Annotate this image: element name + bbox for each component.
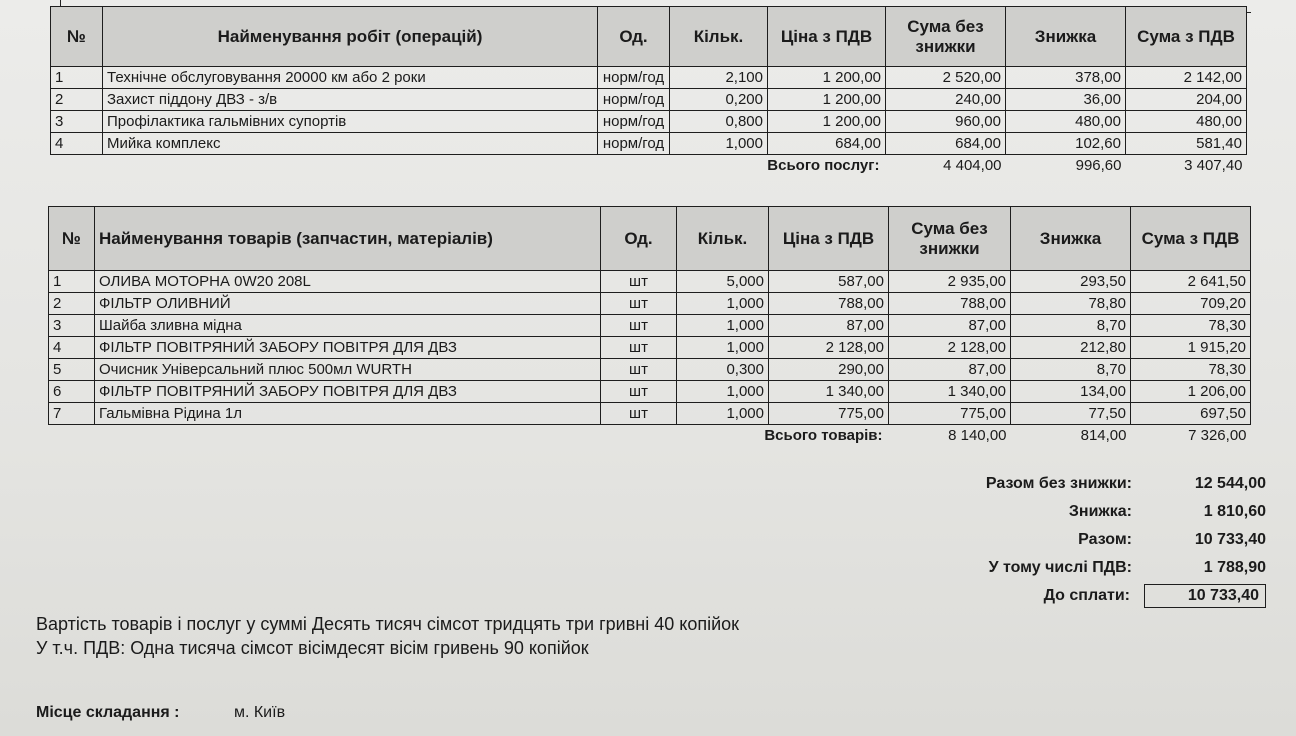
goods-col-discount: Знижка — [1011, 207, 1131, 271]
row-name: Захист піддону ДВЗ - з/в — [103, 89, 598, 111]
amount-words-line: Вартість товарів і послуг у суммі Десять тисяч сімсот тридцять три гривні 40 копійок — [36, 614, 740, 634]
place-city: м. Київ — [233, 704, 286, 721]
row-price: 1 200,00 — [768, 67, 886, 89]
services-table — [50, 6, 1247, 176]
row-qty: 1,000 — [670, 133, 768, 155]
row-sum: 2 520,00 — [886, 67, 1006, 89]
row-sum: 87,00 — [889, 359, 1011, 381]
row-unit: шт — [601, 403, 677, 425]
services-col-price: Ціна з ПДВ — [768, 7, 886, 67]
services-col-no: № — [51, 7, 103, 67]
row-no: 3 — [51, 111, 103, 133]
amount-in-words — [36, 612, 739, 660]
services-col-total: Сума з ПДВ — [1126, 7, 1247, 67]
row-discount: 378,00 — [1006, 67, 1126, 89]
row-qty: 0,200 — [670, 89, 768, 111]
table-row — [49, 293, 1251, 315]
goods-col-no: № — [49, 207, 95, 271]
row-discount: 102,60 — [1006, 133, 1126, 155]
goods-col-sum: Сума без знижки — [889, 207, 1011, 271]
row-sum: 2 128,00 — [889, 337, 1011, 359]
row-discount: 36,00 — [1006, 89, 1126, 111]
row-unit: норм/год — [598, 89, 670, 111]
row-total: 697,50 — [1131, 403, 1251, 425]
row-name: ФІЛЬТР ОЛИВНИЙ — [95, 293, 601, 315]
row-sum: 775,00 — [889, 403, 1011, 425]
goods-totals-row — [49, 425, 1251, 447]
summary-due-label: До сплати: — [1043, 587, 1130, 604]
row-no: 7 — [49, 403, 95, 425]
services-col-qty: Кільк. — [670, 7, 768, 67]
services-totals-row — [51, 155, 1247, 177]
table-row — [49, 271, 1251, 293]
row-sum: 240,00 — [886, 89, 1006, 111]
services-col-name: Найменування робіт (операцій) — [103, 7, 598, 67]
row-price: 1 200,00 — [768, 111, 886, 133]
row-total: 709,20 — [1131, 293, 1251, 315]
row-name: Технічне обслуговування 20000 км або 2 роки — [103, 67, 598, 89]
services-totals-label: Всього послуг: — [767, 157, 880, 174]
place-label: Місце складання : — [36, 704, 180, 721]
row-unit: шт — [601, 271, 677, 293]
row-total: 78,30 — [1131, 359, 1251, 381]
row-total: 581,40 — [1126, 133, 1247, 155]
row-sum: 2 935,00 — [889, 271, 1011, 293]
row-name: Мийка комплекс — [103, 133, 598, 155]
row-qty: 1,000 — [677, 293, 769, 315]
place-of-issue — [36, 704, 285, 722]
row-total: 204,00 — [1126, 89, 1247, 111]
summary-subtotal-value: 12 544,00 — [1194, 475, 1266, 492]
row-total: 1 915,20 — [1131, 337, 1251, 359]
row-price: 788,00 — [769, 293, 889, 315]
row-qty: 1,000 — [677, 381, 769, 403]
row-name: Профілактика гальмівних супортів — [103, 111, 598, 133]
goods-col-name: Найменування товарів (запчастин, матеріалів) — [95, 207, 601, 271]
summary-total — [826, 526, 1266, 554]
row-no: 5 — [49, 359, 95, 381]
table-row — [49, 359, 1251, 381]
row-discount: 293,50 — [1011, 271, 1131, 293]
summary-due-value: 10 733,40 — [1144, 584, 1266, 608]
row-price: 684,00 — [768, 133, 886, 155]
row-price: 290,00 — [769, 359, 889, 381]
row-no: 1 — [49, 271, 95, 293]
row-no: 6 — [49, 381, 95, 403]
row-qty: 2,100 — [670, 67, 768, 89]
services-totals-total: 3 407,40 — [1184, 157, 1243, 174]
summary-subtotal — [826, 470, 1266, 498]
row-name: ФІЛЬТР ПОВІТРЯНИЙ ЗАБОРУ ПОВІТРЯ ДЛЯ ДВЗ — [95, 381, 601, 403]
row-qty: 0,800 — [670, 111, 768, 133]
row-sum: 87,00 — [889, 315, 1011, 337]
row-discount: 77,50 — [1011, 403, 1131, 425]
row-sum: 960,00 — [886, 111, 1006, 133]
summary-due — [826, 582, 1266, 610]
row-name: Очисник Універсальний плюс 500мл WURTH — [95, 359, 601, 381]
row-unit: норм/год — [598, 111, 670, 133]
row-qty: 1,000 — [677, 403, 769, 425]
row-qty: 5,000 — [677, 271, 769, 293]
goods-totals-sum: 8 140,00 — [948, 427, 1007, 444]
goods-col-qty: Кільк. — [677, 207, 769, 271]
row-discount: 212,80 — [1011, 337, 1131, 359]
row-sum: 1 340,00 — [889, 381, 1011, 403]
row-unit: норм/год — [598, 67, 670, 89]
row-qty: 0,300 — [677, 359, 769, 381]
summary-vat — [826, 554, 1266, 582]
services-col-discount: Знижка — [1006, 7, 1126, 67]
services-totals-discount: 996,60 — [1075, 157, 1122, 174]
row-total: 1 206,00 — [1131, 381, 1251, 403]
goods-table — [48, 206, 1251, 446]
row-qty: 1,000 — [677, 315, 769, 337]
summary-vat-label: У тому числі ПДВ: — [988, 559, 1132, 576]
goods-totals-discount: 814,00 — [1080, 427, 1127, 444]
table-row — [49, 315, 1251, 337]
row-discount: 134,00 — [1011, 381, 1131, 403]
summary-total-label: Разом: — [1078, 531, 1132, 548]
summary-total-value: 10 733,40 — [1194, 531, 1266, 548]
row-total: 2 142,00 — [1126, 67, 1247, 89]
table-row — [49, 381, 1251, 403]
row-total: 78,30 — [1131, 315, 1251, 337]
row-discount: 8,70 — [1011, 359, 1131, 381]
row-name: Гальмівна Рідина 1л — [95, 403, 601, 425]
row-total: 2 641,50 — [1131, 271, 1251, 293]
summary-subtotal-label: Разом без знижки: — [985, 475, 1132, 492]
summary-block — [826, 470, 1266, 610]
row-no: 3 — [49, 315, 95, 337]
row-sum: 788,00 — [889, 293, 1011, 315]
row-price: 775,00 — [769, 403, 889, 425]
row-price: 587,00 — [769, 271, 889, 293]
row-name: ОЛИВА МОТОРНА 0W20 208L — [95, 271, 601, 293]
row-discount: 480,00 — [1006, 111, 1126, 133]
summary-discount-label: Знижка: — [1068, 503, 1132, 520]
goods-header-row — [49, 207, 1251, 271]
row-qty: 1,000 — [677, 337, 769, 359]
row-total: 480,00 — [1126, 111, 1247, 133]
table-row — [51, 89, 1247, 111]
row-unit: шт — [601, 381, 677, 403]
row-discount: 78,80 — [1011, 293, 1131, 315]
table-row — [51, 111, 1247, 133]
table-row — [51, 133, 1247, 155]
row-no: 1 — [51, 67, 103, 89]
row-unit: шт — [601, 315, 677, 337]
row-price: 1 200,00 — [768, 89, 886, 111]
row-unit: шт — [601, 293, 677, 315]
row-no: 2 — [51, 89, 103, 111]
row-unit: шт — [601, 359, 677, 381]
row-price: 1 340,00 — [769, 381, 889, 403]
row-name: Шайба зливна мідна — [95, 315, 601, 337]
summary-vat-value: 1 788,90 — [1203, 559, 1266, 576]
table-row — [49, 403, 1251, 425]
services-col-sum: Сума без знижки — [886, 7, 1006, 67]
row-name: ФІЛЬТР ПОВІТРЯНИЙ ЗАБОРУ ПОВІТРЯ ДЛЯ ДВЗ — [95, 337, 601, 359]
vat-words-line: У т.ч. ПДВ: Одна тисяча сімсот вісімдесят вісім гривень 90 копійок — [36, 638, 589, 658]
row-unit: норм/год — [598, 133, 670, 155]
services-totals-sum: 4 404,00 — [943, 157, 1002, 174]
row-sum: 684,00 — [886, 133, 1006, 155]
summary-discount-value: 1 810,60 — [1203, 503, 1266, 520]
row-discount: 8,70 — [1011, 315, 1131, 337]
row-unit: шт — [601, 337, 677, 359]
row-no: 2 — [49, 293, 95, 315]
row-price: 87,00 — [769, 315, 889, 337]
summary-discount — [826, 498, 1266, 526]
row-no: 4 — [51, 133, 103, 155]
table-row — [49, 337, 1251, 359]
goods-totals-label: Всього товарів: — [764, 427, 883, 444]
goods-totals-total: 7 326,00 — [1188, 427, 1247, 444]
services-header-row — [51, 7, 1247, 67]
table-row — [51, 67, 1247, 89]
goods-col-total: Сума з ПДВ — [1131, 207, 1251, 271]
services-col-unit: Од. — [598, 7, 670, 67]
goods-col-price: Ціна з ПДВ — [769, 207, 889, 271]
row-price: 2 128,00 — [769, 337, 889, 359]
goods-col-unit: Од. — [601, 207, 677, 271]
row-no: 4 — [49, 337, 95, 359]
